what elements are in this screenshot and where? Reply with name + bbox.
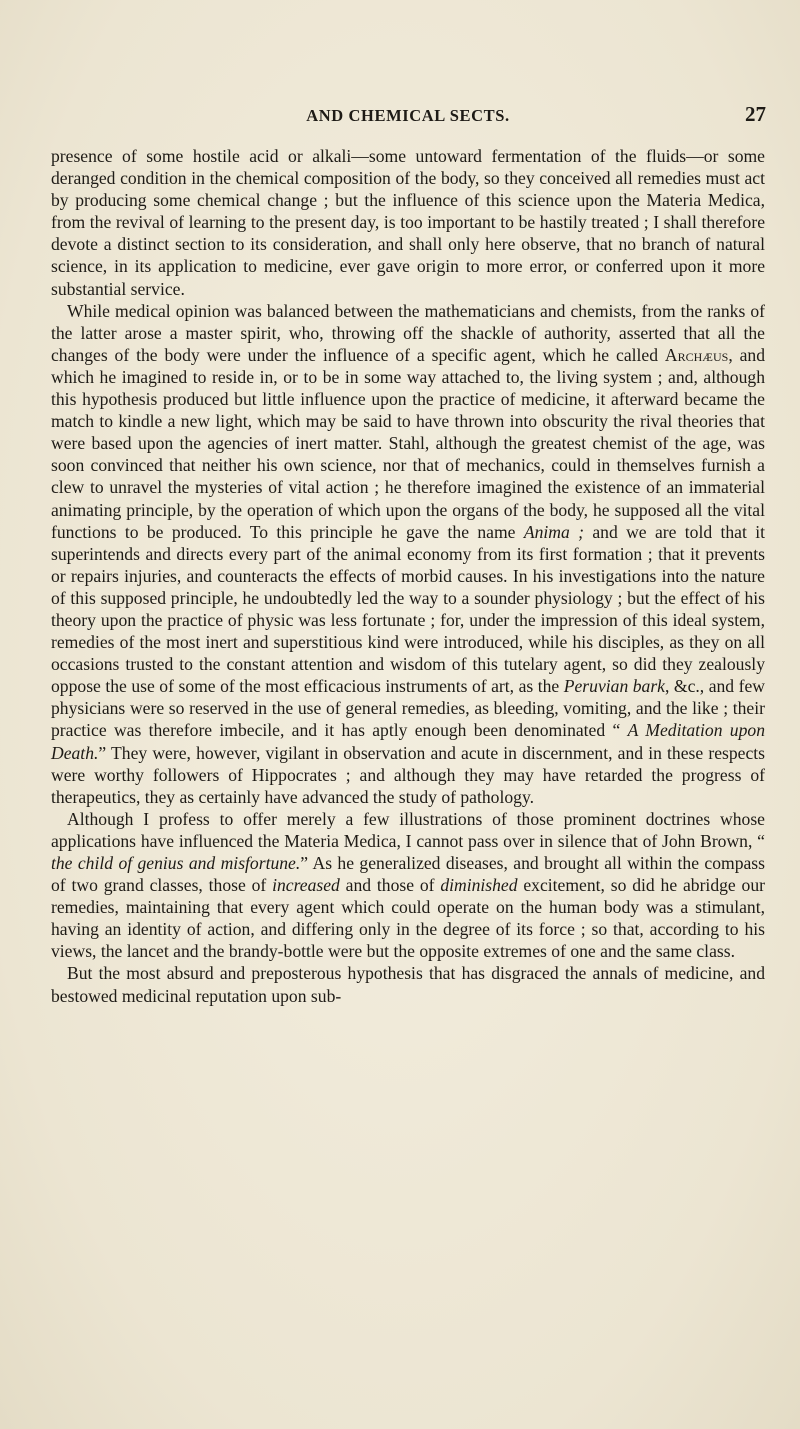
- small-caps-text: Archæus: [664, 344, 729, 365]
- italic-text: diminished: [440, 875, 518, 896]
- paragraph: [51, 808, 765, 963]
- italic-text: increased: [272, 875, 340, 896]
- page-header: [50, 102, 766, 132]
- text-span: presence of some hostile acid or alkali—some untoward fermentation of the fluids—or some deranged condition in the chemical composition of the body, so they conceived all remedies must act by producing some chemical change ; but the influence of this science upon the Materia Medica, from the revival of learning to the present day, is too important to be hastily treated ; I shall therefore devote a distinct section to its consideration, and shall only here observe, that no branch of natural science, in its application to medicine, ever gave origin to more error, or conferred upon it more substantial service.: [51, 146, 765, 299]
- text-span: ” They were, however, vigilant in observation and acute in discernment, and in these respects were worthy followers of Hippocrates ; and although they may have retarded the progress of therapeutics, they as certainly have advanced the study of pathology.: [51, 742, 765, 807]
- text-span: excitement, so did he abridge our remedies, maintaining that every agent which could operate on the human body was a stimulant, having an identity of action, and differing only in the degree of its force ; so that, according to his views, the lancet and the brandy-bottle were but the opposite extremes of one and the same class.: [51, 875, 765, 962]
- text-span: But the most absurd and preposterous hypothesis that has disgraced the annals of medicine, and bestowed medicinal reputation upon sub-: [51, 963, 765, 1006]
- paragraph: [51, 300, 765, 808]
- body-text: [51, 145, 765, 1007]
- text-span: ” As he generalized diseases, and brought all within the compass of two grand classes, those of: [51, 853, 765, 896]
- paragraph: [51, 962, 765, 1006]
- text-span: and those of: [339, 875, 441, 896]
- text-span: , and which he imagined to reside in, or to be in some way attached to, the living system ; and, although this hypothesis produced but little influence upon the practice of medicine, it afterward became the match to kindle a new light, which may be said to have thrown into obscurity the rival theories that were based upon the agencies of inert matter. Stahl, although the greatest chemist of the age, was soon convinced that neither his own science, nor that of mechanics, could in themselves furnish a clew to unravel the mysteries of vital action ; he therefore imagined the existence of an immaterial animating principle, by the operation of which upon the organs of the body, he supposed all the vital functions to be produced. To this principle he gave the name: [51, 344, 766, 542]
- text-span: While medical opinion was balanced between the mathematicians and chemists, from the ranks of the latter arose a master spirit, who, throwing off the shackle of authority, asserted that all the changes of the body were under the influence of a specific agent, which he called: [51, 300, 765, 365]
- text-span: Although I profess to offer merely a few illustrations of those prominent doctrines whose applications have influenced the Materia Medica, I cannot pass over in silence that of John Brown, “: [51, 808, 765, 851]
- italic-text: Anima ;: [523, 521, 584, 542]
- italic-text: the child of genius and misfortune.: [51, 853, 301, 873]
- page-number: 27: [745, 102, 766, 126]
- italic-text: Peruvian bark: [563, 676, 665, 697]
- paragraph: [51, 145, 765, 300]
- italic-text: A Meditation upon Death.: [51, 720, 765, 763]
- running-title: AND CHEMICAL SECTS.: [306, 106, 510, 125]
- text-span: and we are told that it superintends and directs every part of the animal economy from its first formation ; that it prevents or repairs injuries, and counteracts the effects of morbid causes. In his investigations into the nature of this supposed principle, he undoubtedly led the way to a sounder physiology ; but the effect of his theory upon the practice of physic was less fortunate ; for, under the impression of this ideal system, remedies of the most inert and superstitious kind were introduced, while his disciples, as they on all occasions trusted to the constant attention and wisdom of this tutelary agent, so did they zealously oppose the use of some of the most efficacious instruments of art, as the: [51, 521, 765, 697]
- text-span: , &c., and few physicians were so reserved in the use of general remedies, as bleeding, vomiting, and the like ; their practice was therefore imbecile, and it has aptly enough been denominated “: [51, 676, 765, 741]
